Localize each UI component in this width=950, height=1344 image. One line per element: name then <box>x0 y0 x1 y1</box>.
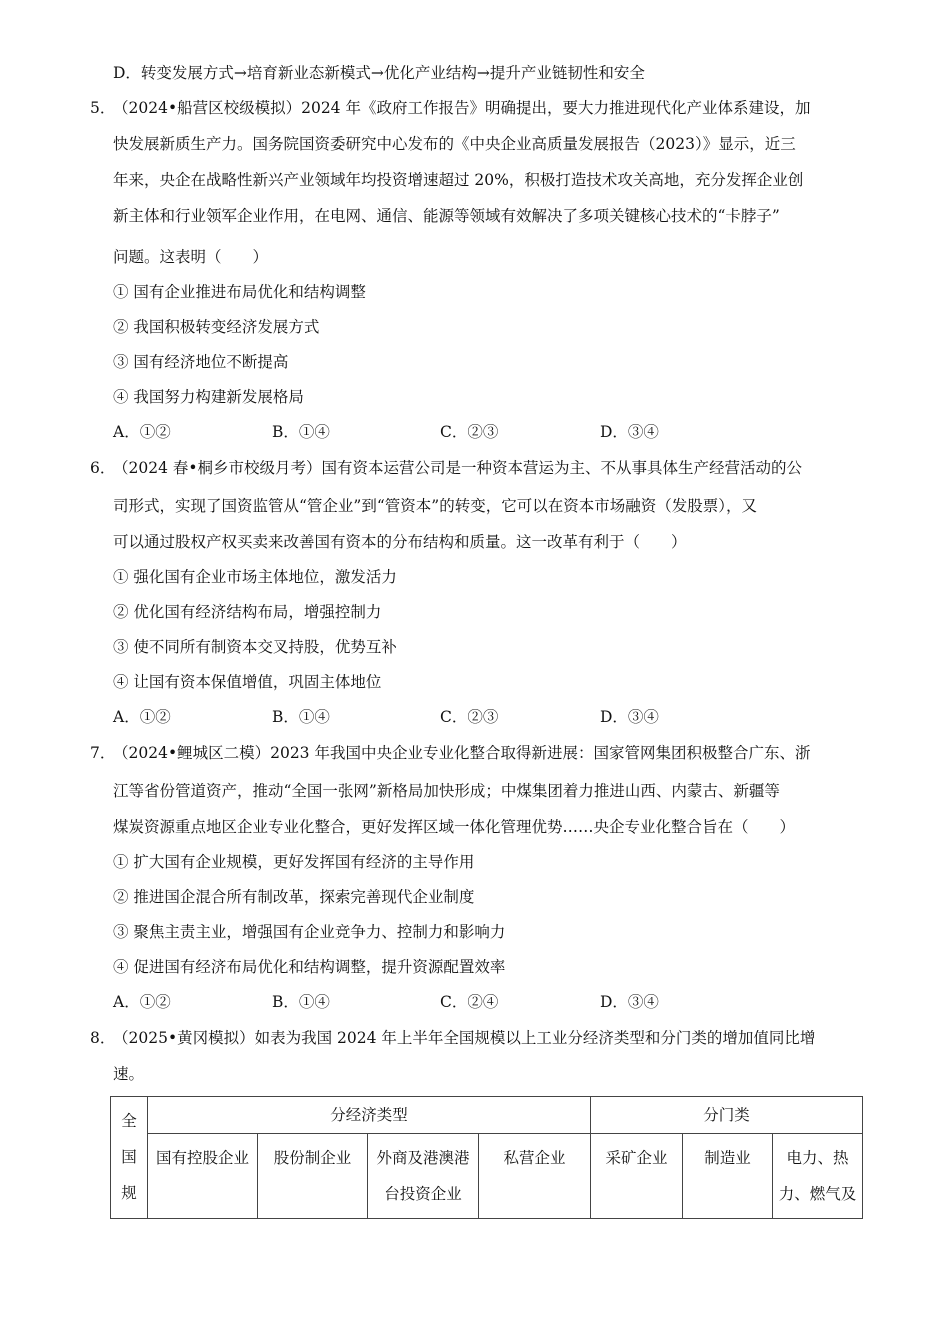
q4-option-d: D．转变发展方式→培育新业态新模式→优化产业结构→提升产业链韧性和安全 <box>113 64 645 82</box>
q7-option-c[interactable]: C．②④ <box>440 993 499 1011</box>
col-header-mining: 采矿企业 <box>591 1134 683 1219</box>
q5-stem-line: 年来，央企在战略性新兴产业领域年均投资增速超过 20%，积极打造技术攻关高地，充分发挥企业创 <box>113 171 804 189</box>
col-header-utilities <box>773 1134 863 1219</box>
table-row-header <box>111 1097 148 1219</box>
q8-stem-line: 速。 <box>113 1065 145 1083</box>
q7-item: ③ 聚焦主责主业，增强国有企业竞争力、控制力和影响力 <box>113 923 506 941</box>
q6-stem-line: 司形式，实现了国资监管从“管企业”到“管资本”的转变，它可以在资本市场融资（发股票），又 <box>113 497 757 515</box>
row-header-char: 全 <box>121 1112 137 1130</box>
q5-stem-line: 问题。这表明（ ） <box>113 248 269 266</box>
group-header-sector: 分门类 <box>591 1097 863 1134</box>
q6-option-a[interactable]: A．①② <box>113 708 171 726</box>
col-header-manufacturing: 制造业 <box>683 1134 773 1219</box>
col-header-line: 电力、热 <box>786 1149 849 1167</box>
q7-item: ① 扩大国有企业规模，更好发挥国有经济的主导作用 <box>113 853 475 871</box>
q8-stem-line: （2025•黄冈模拟）如表为我国 2024 年上半年全国规模以上工业分经济类型和分门类的增加值同比增 <box>113 1029 816 1047</box>
q6-stem-line: （2024 春•桐乡市校级月考）国有资本运营公司是一种资本营运为主、不从事具体生产经营活动的公 <box>113 459 803 477</box>
q7-option-d[interactable]: D．③④ <box>600 993 659 1011</box>
q7-option-a[interactable]: A．①② <box>113 993 171 1011</box>
q6-item: ② 优化国有经济结构布局，增强控制力 <box>113 603 382 621</box>
row-header-char: 规 <box>121 1184 137 1202</box>
q6-number: 6． <box>90 459 116 477</box>
q7-item: ② 推进国企混合所有制改革，探索完善现代企业制度 <box>113 888 475 906</box>
q7-number: 7． <box>90 744 116 762</box>
q8-data-table <box>110 1096 863 1219</box>
col-header-line: 外商及港澳港 <box>376 1149 470 1167</box>
q5-option-d[interactable]: D．③④ <box>600 423 659 441</box>
col-header-private: 私营企业 <box>479 1134 591 1219</box>
q6-option-c[interactable]: C．②③ <box>440 708 499 726</box>
q5-option-b[interactable]: B．①④ <box>272 423 330 441</box>
q8-number: 8． <box>90 1029 116 1047</box>
q6-option-b[interactable]: B．①④ <box>272 708 330 726</box>
q7-stem-line: （2024•鲤城区二模）2023 年我国中央企业专业化整合取得新进展：国家管网集团积极整合广东、浙 <box>113 744 811 762</box>
q7-stem-line: 煤炭资源重点地区企业专业化整合，更好发挥区域一体化管理优势……央企专业化整合旨在（ ） <box>113 818 796 836</box>
col-header-state-owned: 国有控股企业 <box>148 1134 258 1219</box>
q7-option-b[interactable]: B．①④ <box>272 993 330 1011</box>
q5-item: ② 我国积极转变经济发展方式 <box>113 318 320 336</box>
group-header-economic: 分经济类型 <box>148 1097 591 1134</box>
q5-option-a[interactable]: A．①② <box>113 423 171 441</box>
q6-item: ① 强化国有企业市场主体地位，激发活力 <box>113 568 397 586</box>
q5-item: ③ 国有经济地位不断提高 <box>113 353 289 371</box>
q7-stem-line: 江等省份管道资产，推动“全国一张网”新格局加快形成；中煤集团着力推进山西、内蒙古、新疆等 <box>113 782 780 800</box>
q5-stem-line: 快发展新质生产力。国务院国资委研究中心发布的《中央企业高质量发展报告（2023）》显示，近三 <box>113 135 796 153</box>
q5-stem-line: （2024•船营区校级模拟）2024 年《政府工作报告》明确提出，要大力推进现代化产业体系建设，加 <box>113 99 811 117</box>
q6-item: ④ 让国有资本保值增值，巩固主体地位 <box>113 673 382 691</box>
q5-option-c[interactable]: C．②③ <box>440 423 499 441</box>
col-header-line: 台投资企业 <box>384 1185 462 1203</box>
col-header-joint-stock: 股份制企业 <box>258 1134 368 1219</box>
col-header-line: 力、燃气及 <box>778 1185 857 1203</box>
q6-item: ③ 使不同所有制资本交叉持股，优势互补 <box>113 638 397 656</box>
q6-option-d[interactable]: D．③④ <box>600 708 659 726</box>
q5-item: ① 国有企业推进布局优化和结构调整 <box>113 283 366 301</box>
col-header-foreign <box>368 1134 479 1219</box>
q5-number: 5． <box>90 99 116 117</box>
q5-stem-line: 新主体和行业领军企业作用，在电网、通信、能源等领域有效解决了多项关键核心技术的“卡脖子” <box>113 207 780 225</box>
row-header-char: 国 <box>121 1148 137 1166</box>
q7-item: ④ 促进国有经济布局优化和结构调整，提升资源配置效率 <box>113 958 506 976</box>
q6-stem-line: 可以通过股权产权买卖来改善国有资本的分布结构和质量。这一改革有利于（ ） <box>113 533 687 551</box>
q5-item: ④ 我国努力构建新发展格局 <box>113 388 304 406</box>
